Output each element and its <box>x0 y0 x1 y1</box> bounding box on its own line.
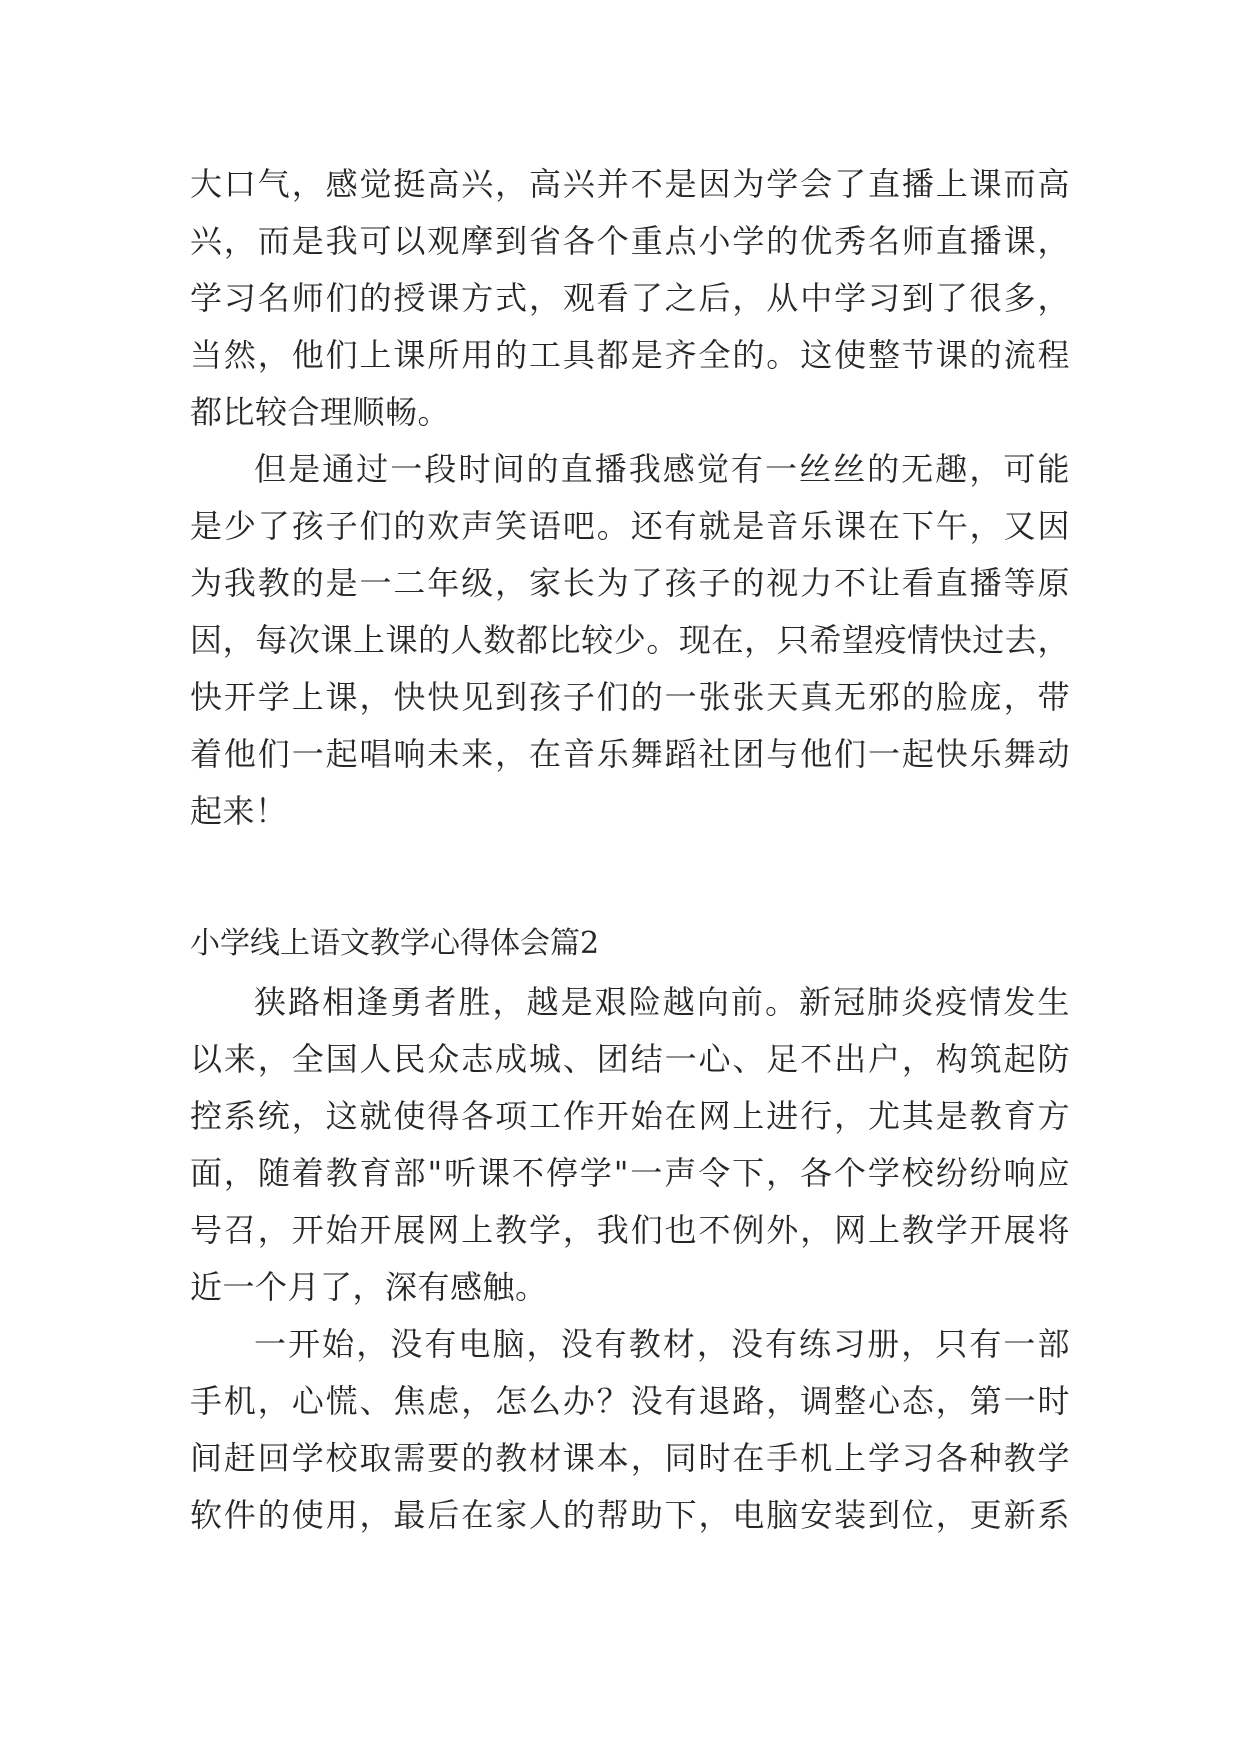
paragraph <box>190 974 1070 1316</box>
text-line: 为我教的是一二年级，家长为了孩子的视力不让看直播等原 <box>190 564 1070 602</box>
paragraph <box>190 1316 1070 1544</box>
text-line: 大口气，感觉挺高兴，高兴并不是因为学会了直播上课而高 <box>190 165 1070 203</box>
text-line: 手机，心慌、焦虑，怎么办？没有退路，调整心态，第一时 <box>190 1382 1070 1420</box>
section-heading: 小学线上语文教学心得体会篇2 <box>190 926 600 961</box>
paragraph <box>190 156 1070 441</box>
text-line: 是少了孩子们的欢声笑语吧。还有就是音乐课在下午，又因 <box>190 507 1070 545</box>
text-line: 但是通过一段时间的直播我感觉有一丝丝的无趣，可能 <box>254 450 1070 488</box>
text-line: 快开学上课，快快见到孩子们的一张张天真无邪的脸庞，带 <box>190 678 1070 716</box>
paragraph <box>190 441 1070 840</box>
section-spacer <box>190 840 1070 914</box>
text-line: 起来！ <box>190 792 288 830</box>
text-line: 一开始，没有电脑，没有教材，没有练习册，只有一部 <box>254 1325 1070 1363</box>
text-line: 狭路相逢勇者胜，越是艰险越向前。新冠肺炎疫情发生 <box>254 983 1070 1021</box>
text-line: 当然，他们上课所用的工具都是齐全的。这使整节课的流程 <box>190 336 1070 374</box>
text-line: 近一个月了，深有感触。 <box>190 1268 548 1306</box>
text-line: 因，每次课上课的人数都比较少。现在，只希望疫情快过去， <box>190 621 1070 659</box>
text-line: 都比较合理顺畅。 <box>190 393 451 431</box>
text-line: 学习名师们的授课方式，观看了之后，从中学习到了很多， <box>190 279 1070 317</box>
text-line: 软件的使用，最后在家人的帮助下，电脑安装到位，更新系 <box>190 1496 1070 1534</box>
document-body <box>190 156 1070 1544</box>
text-line: 着他们一起唱响未来，在音乐舞蹈社团与他们一起快乐舞动 <box>190 735 1070 773</box>
text-line: 兴，而是我可以观摩到省各个重点小学的优秀名师直播课， <box>190 222 1070 260</box>
text-line: 号召，开始开展网上教学，我们也不例外，网上教学开展将 <box>190 1211 1070 1249</box>
text-line: 控系统，这就使得各项工作开始在网上进行，尤其是教育方 <box>190 1097 1070 1135</box>
text-line: 以来，全国人民众志成城、团结一心、足不出户，构筑起防 <box>190 1040 1070 1078</box>
text-line: 面，随着教育部"听课不停学"一声令下，各个学校纷纷响应 <box>190 1154 1070 1192</box>
text-line: 间赶回学校取需要的教材课本，同时在手机上学习各种教学 <box>190 1439 1070 1477</box>
